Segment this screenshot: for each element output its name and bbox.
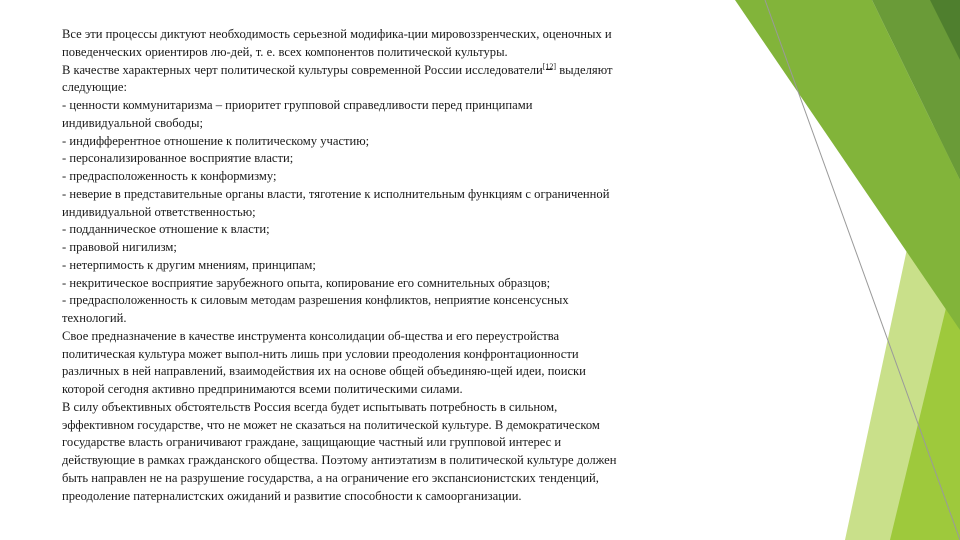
text-line: - ценности коммунитаризма – приоритет групповой справедливости перед принципами [62, 98, 533, 112]
text-line: - подданническое отношение к власти; [62, 222, 270, 237]
text-line: - нетерпимость к другим мнениям, принципам; [62, 257, 316, 272]
text-line: индивидуальной ответственностью; [62, 204, 256, 219]
text-line: В силу объективных обстоятельств Россия всегда будет испытывать потребность в сильном, [62, 399, 558, 414]
text-line: технологий. [62, 311, 127, 325]
text-line: государстве власть ограничивают граждане, защищающие частный или групповой интерес и [62, 435, 562, 450]
text-line: - индифферентное отношение к политическому участию; [62, 133, 370, 148]
text-line: которой сегодня активно предпринимаются всеми политическими силами. [62, 382, 463, 396]
text-line: действующие в рамках гражданского общества. Поэтому антиэтатизм в политической культуре должен [62, 453, 617, 467]
text-line: - правовой нигилизм; [62, 240, 177, 254]
text-line: - неверие в представительные органы власти, тяготение к исполнительным функциям с ограниченной [62, 186, 610, 201]
body-text [62, 26, 752, 505]
text-line: Свое предназначение в качестве инструмента консолидации об-щества и его переустройства [62, 328, 560, 343]
text-line: - предрасположенность к конформизму; [62, 169, 277, 183]
reference-link[interactable]: [12] [542, 61, 557, 71]
text-line: поведенческих ориентиров лю-дей, т. е. всех компонентов политической культуры. [62, 44, 508, 59]
text-line: В качестве характерных черт политической культуры современной России исследователи[12] выделяют [62, 61, 613, 77]
text-line: эффективном государстве, что не может не сказаться на политической культуре. В демократическом [62, 417, 600, 432]
text-line: различных в ней направлений, взаимодействия их на основе общей объединяю-щей идеи, поиски [62, 364, 586, 379]
text-line: - предрасположенность к силовым методам разрешения конфликтов, неприятие консенсусных [62, 293, 569, 308]
text-line: следующие: [62, 80, 127, 95]
text-line: преодоление патерналистских ожиданий и развитие способности к самоорганизации. [62, 488, 522, 503]
text-line: - некритическое восприятие зарубежного опыта, копирование его сомнительных образцов; [62, 275, 551, 290]
text-line: политическая культура может выпол-нить лишь при условии преодоления конфронтационности [62, 346, 579, 361]
text-line: быть направлен не на разрушение государства, а на ограничение его экспансионистских тенденций, [62, 470, 599, 485]
text-line: - персонализированное восприятие власти; [62, 151, 294, 166]
text-line: Все эти процессы диктуют необходимость серьезной модифика-ции мировоззренческих, оценочных и [62, 27, 612, 41]
text-line: индивидуальной свободы; [62, 115, 203, 130]
